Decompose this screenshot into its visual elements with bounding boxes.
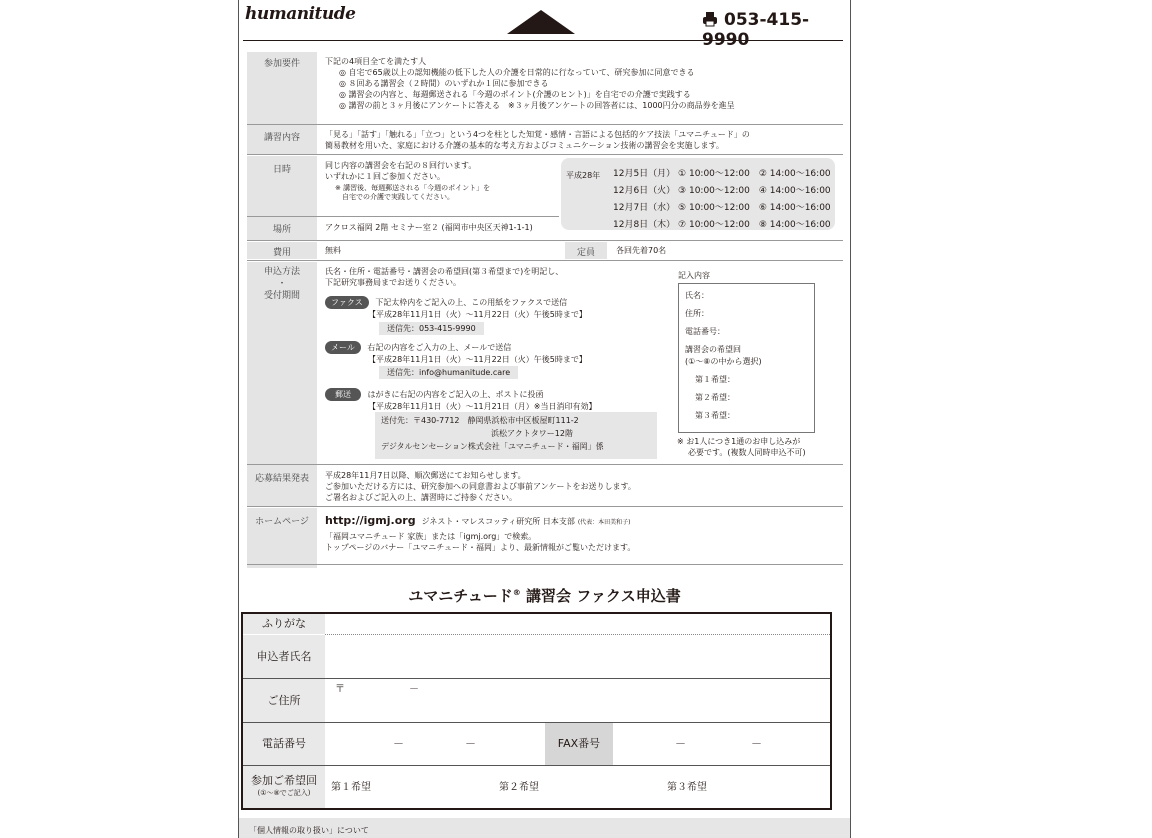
homepage-text: http://igmj.org ジネスト・マレスコッティ研究所 日本支部 (代表：本田美和子) 「福岡ユマニチュード 家族」または「igmj.org」で検索。 トップページのバナー「ユマニチュード・福岡」より、最新情報がご覧いただけます。: [325, 514, 636, 552]
label-result: 応募結果発表: [247, 466, 317, 507]
divider: [247, 154, 843, 155]
furigana-field[interactable]: [325, 614, 830, 634]
header-phone: [702, 10, 850, 50]
content-text: 「見る」「話す」「触れる」「立つ」という4つを柱とした知覚・感情・言語による包括的ケア技法「ユマニチュード」の 簡易教材を用いた、家庭における介護の基本的な考え方およびコミュニケーション技術の講習会を実施します。: [325, 130, 750, 150]
fax-dash: －: [675, 737, 686, 750]
humanitude-logo: humanitude: [245, 4, 356, 24]
session-row: 12月7日（水） ⑤ 10:00～12:00 ⑥ 14:00～16:00: [613, 203, 831, 213]
entry-box-title: 記入内容: [678, 271, 710, 280]
fax-label: FAX番号: [545, 723, 613, 765]
schedule-era: 平成28年: [566, 171, 601, 180]
entry-box-note: ※ お1人につき1通のお申し込みが 必要です。(複数人同時申込不可): [677, 437, 806, 457]
divider: [247, 216, 559, 217]
label-apply: 申込方法 ・ 受付期間: [247, 262, 317, 466]
fax-field[interactable]: [613, 723, 830, 765]
privacy-bar: [239, 818, 850, 838]
label-content: 講習内容: [247, 126, 317, 155]
fax-destination: 送信先：053-415-9990: [379, 322, 484, 335]
name-label: 申込者氏名: [243, 635, 325, 678]
divider: [247, 124, 843, 125]
apply-post: 郵送 はがきに右記の内容をご記入の上、ポストに投函 【平成28年11月1日（火）～11月21日（月）※当日消印有効】: [325, 388, 597, 412]
post-tag: 郵送: [325, 388, 361, 401]
label-datetime: 日時: [247, 156, 317, 218]
label-homepage: ホームページ: [247, 508, 317, 568]
divider: [247, 464, 843, 465]
phone-dash: －: [393, 737, 404, 750]
triangle-up-icon: [507, 10, 575, 34]
header-rule: [243, 40, 843, 41]
pref2-label: 第２希望: [499, 782, 539, 793]
capacity-text: 各回先着70名: [616, 246, 667, 255]
session-row: 12月5日（月） ① 10:00～12:00 ② 14:00～16:00: [613, 169, 831, 179]
fax-dash: －: [751, 737, 762, 750]
privacy-heading: 「個人情報の取り扱い」について: [249, 826, 369, 835]
form-title: ユマニチュード® 講習会 ファクス申込書: [408, 587, 681, 605]
furigana-label: ふりがな: [243, 614, 325, 634]
pref2-field[interactable]: [549, 766, 661, 808]
postal-mark: 〒: [335, 684, 345, 695]
phone-number: 053-415-9990: [702, 10, 810, 50]
homepage-url[interactable]: http://igmj.org: [325, 514, 416, 527]
fax-machine-icon: [702, 11, 718, 27]
mail-tag: メール: [325, 341, 361, 354]
label-requirements: 参加要件: [247, 52, 317, 127]
apply-fax: ファクス 下記太枠内をご記入の上、この用紙をファクスで送信 【平成28年11月1日（火）～11月22日（火）午後5時まで】: [325, 296, 587, 320]
fee-text: 無料: [325, 246, 341, 255]
pref1-field[interactable]: [383, 766, 495, 808]
schedule-list: [613, 166, 831, 234]
address-field[interactable]: [325, 679, 830, 722]
divider: [247, 506, 843, 507]
apply-mail: メール 右記の内容をご入力の上、メールで送信 【平成28年11月1日（火）～11月22日（火）午後5時まで】: [325, 341, 587, 365]
phone-field[interactable]: [325, 723, 545, 765]
datetime-text: 同じ内容の講習会を右記の８回行います。 いずれかに１回ご参加ください。 ※ 講習後、毎週郵送される「今週のポイント」を 自宅での介護で実践してください。: [325, 161, 491, 201]
postal-dash: －: [409, 684, 419, 695]
fax-application-form: [241, 612, 832, 810]
requirements-text: 下記の4項目全てを満たす人 ◎ 自宅で65歳以上の認知機能の低下した人の介護を日常的に行なっていて、研究参加に同意できる ◎ ８回ある講習会（２時間）のいずれか１回に参加できる ◎ 講習会の内容と、毎週郵送される「今週のポイント(介護のヒント)」を自宅での介護で実践する ◎ 講習の前と３ヶ月後にアンケートに答える ※３ヶ月後アンケートの回答者には、1000円分の商品券を進呈: [325, 57, 735, 110]
entry-box-items: 氏名： 住所： 電話番号： 講習会の希望回 (①～⑧の中から選択) 第１希望： 第２希望： 第３希望：: [685, 291, 762, 420]
divider: [247, 260, 843, 261]
divider: [247, 240, 843, 241]
label-capacity: 定員: [565, 242, 607, 259]
fax-tag: ファクス: [325, 296, 369, 309]
apply-intro: 氏名・住所・電話番号・講習会の希望回(第３希望まで)を明記し、 下記研究事務局までお送りください。: [325, 267, 564, 287]
preference-label: 参加ご希望回 (①～⑧でご記入): [243, 766, 325, 808]
mail-destination: 送信先：info@humanitude.care: [379, 366, 518, 379]
session-row: 12月6日（火） ③ 10:00～12:00 ④ 14:00～16:00: [613, 186, 831, 196]
label-place: 場所: [247, 218, 317, 240]
label-fee: 費用: [247, 242, 317, 259]
address-label: ご住所: [243, 679, 325, 722]
divider: [247, 564, 843, 565]
phone-label: 電話番号: [243, 723, 325, 765]
pref3-label: 第３希望: [667, 782, 707, 793]
name-field[interactable]: [325, 635, 830, 678]
post-destination: 送付先：〒430-7712 静岡県浜松市中区板屋町111-2 浜松アクトタワー12階 デジタルセンセーション株式会社「ユマニチュード・福岡」係: [375, 412, 657, 459]
result-text: 平成28年11月7日以降、順次郵送にてお知らせします。 ご参加いただける方には、研究参加への同意書および事前アンケートをお送りします。 ご署名およびご記入の上、講習時にご持参ください。: [325, 471, 636, 502]
pref3-field[interactable]: [719, 766, 829, 808]
pref1-label: 第１希望: [331, 782, 371, 793]
phone-dash: －: [465, 737, 476, 750]
flyer-page: [238, 0, 851, 838]
session-row: 12月8日（木） ⑦ 10:00～12:00 ⑧ 14:00～16:00: [613, 220, 831, 230]
place-text: アクロス福岡 2階 セミナー室２ (福岡市中央区天神1-1-1): [325, 223, 533, 232]
